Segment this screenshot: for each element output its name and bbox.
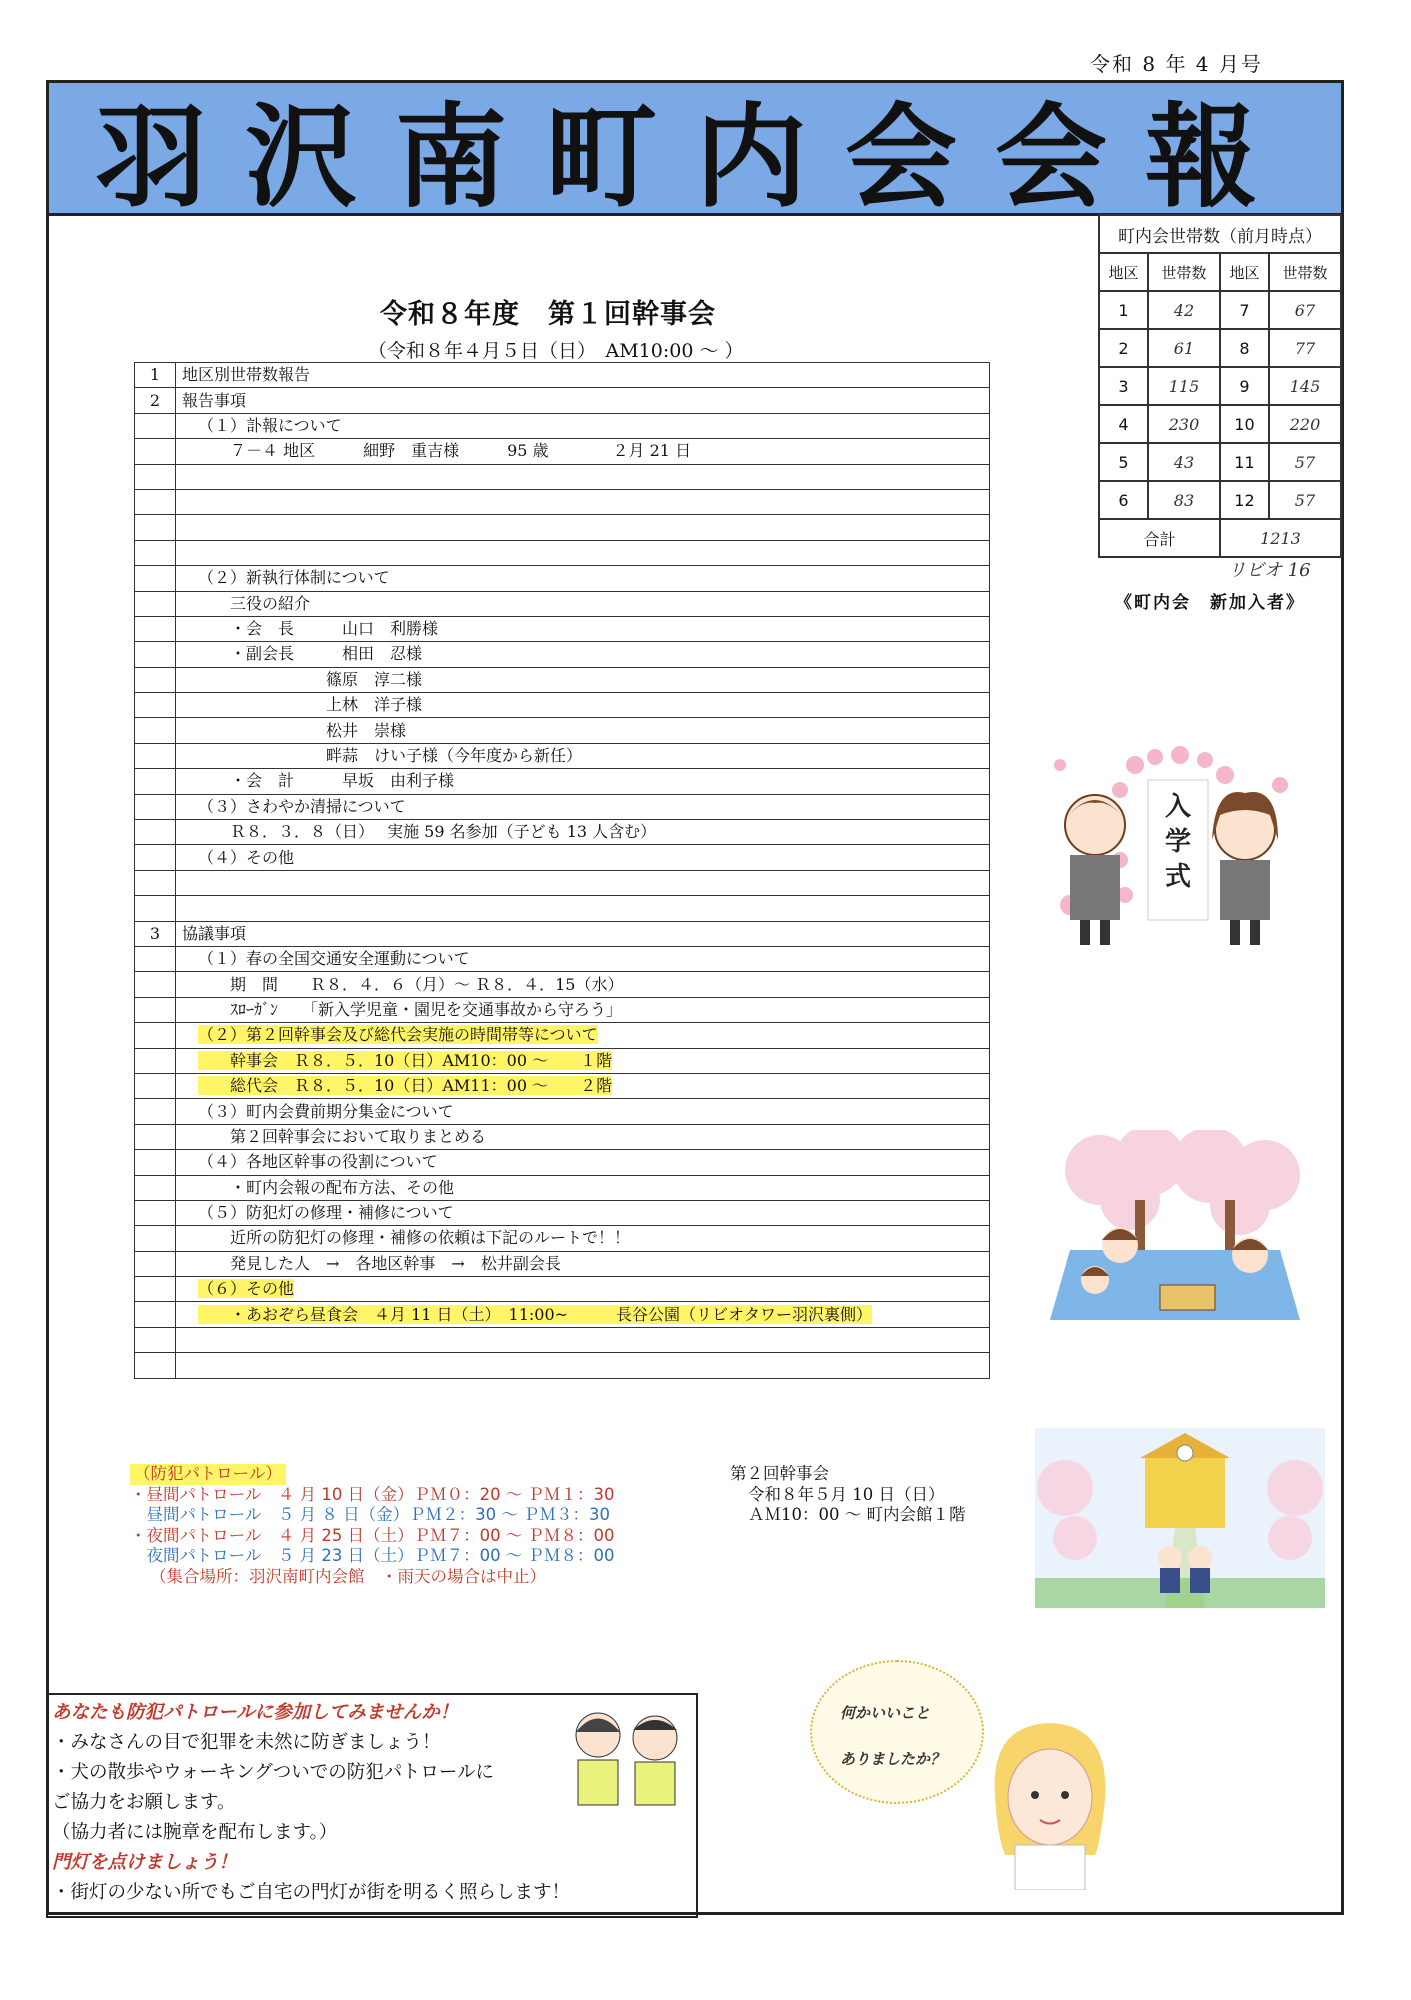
agenda-row: [135, 1251, 990, 1276]
agenda-row: [135, 439, 990, 464]
agenda-number: [135, 1150, 176, 1175]
district-number: 1: [1099, 291, 1148, 329]
household-row: [1099, 481, 1341, 519]
household-table: [1098, 214, 1342, 558]
district-number: 3: [1099, 367, 1148, 405]
agenda-row: [135, 413, 990, 438]
agenda-number: [135, 870, 176, 895]
meeting-title: 令和８年度 第１回幹事会: [380, 299, 716, 330]
agenda-number: [135, 489, 176, 514]
household-count: 83: [1148, 481, 1220, 519]
header-count: 世帯数: [1269, 253, 1341, 291]
household-count: 43: [1148, 443, 1220, 481]
household-row: [1099, 405, 1341, 443]
agenda-text: ・会 長 山口 利勝様: [198, 619, 439, 639]
district-number: 10: [1220, 405, 1269, 443]
agenda-row: [135, 363, 990, 388]
agenda-number: [135, 1023, 176, 1048]
agenda-number: [135, 946, 176, 971]
newsletter-title: 羽沢南町内会会報: [95, 92, 1295, 223]
agenda-text: 報告事項: [182, 390, 247, 410]
appeal-heading: あなたも防犯パトロールに参加してみませんか！: [52, 1702, 459, 1723]
agenda-text: 近所の防犯灯の修理・補修の依頼は下記のルートで！！: [198, 1228, 631, 1248]
agenda-row: [135, 464, 990, 489]
appeal-line: （協力者には腕章を配布します。）: [52, 1822, 338, 1843]
household-caption: 町内会世帯数（前月時点）: [1099, 215, 1341, 253]
agenda-text: （６）その他: [198, 1279, 295, 1299]
agenda-number: [135, 413, 176, 438]
agenda-text: ・町内会報の配布方法、その他: [198, 1177, 455, 1197]
district-number: 8: [1220, 329, 1269, 367]
agenda-row: [135, 1099, 990, 1124]
agenda-number: [135, 591, 176, 616]
agenda-number: [135, 540, 176, 565]
agenda-text: ｽﾛｰｶﾞﾝ 「新入学児童・園児を交通事故から守ろう」: [198, 999, 623, 1019]
district-number: 5: [1099, 443, 1148, 481]
bubble-line: 何かいいこと: [840, 1704, 931, 1722]
agenda-row: [135, 667, 990, 692]
agenda-number: [135, 667, 176, 692]
agenda-row: [135, 921, 990, 946]
agenda-row: [135, 1353, 990, 1378]
agenda-row: [135, 870, 990, 895]
header-district: 地区: [1099, 253, 1148, 291]
patrol-line: 夜間パトロール ５ 月 23 日（土）ＰＭ７：00 ～ ＰＭ８：00: [130, 1546, 615, 1565]
agenda-row: [135, 1302, 990, 1327]
household-count: 145: [1269, 367, 1341, 405]
agenda-row: [135, 642, 990, 667]
agenda-number: [135, 1048, 176, 1073]
agenda-number: [135, 972, 176, 997]
patrol-line: ・昼間パトロール ４ 月 10 日（金）ＰＭ０：20 ～ ＰＭ１：30: [130, 1484, 615, 1504]
district-number: 7: [1220, 291, 1269, 329]
agenda-text: 総代会 Ｒ８．５．10（日）AM11：00 ～ ２階: [198, 1076, 613, 1096]
agenda-text: （４）その他: [198, 847, 295, 867]
agenda-row: [135, 591, 990, 616]
header-district: 地区: [1220, 253, 1269, 291]
agenda-text: （３）さわやか清掃について: [198, 796, 406, 816]
household-count: 230: [1148, 405, 1220, 443]
agenda-number: [135, 642, 176, 667]
patrol-schedule: [130, 1464, 615, 1587]
agenda-number: [135, 997, 176, 1022]
agenda-text: （２）第２回幹事会及び総代会実施の時間帯等について: [198, 1025, 598, 1045]
agenda-text: （１）訃報について: [198, 415, 342, 435]
household-row: [1099, 329, 1341, 367]
household-count: 57: [1269, 481, 1341, 519]
meeting-subtitle: （令和８年４月５日（日） AM10:00 ～ ）: [368, 340, 744, 362]
total-label: 合計: [1099, 519, 1220, 557]
agenda-row: [135, 1226, 990, 1251]
patrol-line: ・夜間パトロール ４ 月 25 日（土）ＰＭ７：00 ～ ＰＭ８：00: [130, 1525, 615, 1545]
agenda-row: [135, 794, 990, 819]
agenda-number: [135, 1226, 176, 1251]
agenda-row: [135, 769, 990, 794]
agenda-number: [135, 1099, 176, 1124]
household-row: [1099, 443, 1341, 481]
household-count: 220: [1269, 405, 1341, 443]
next-meeting-date: 令和８年５月 10 日（日）: [748, 1484, 945, 1504]
new-members-label: 《町内会 新加入者》: [1115, 593, 1305, 613]
agenda-text: 松井 崇様: [198, 720, 407, 740]
appeal-line: ・みなさんの目で犯罪を未然に防ぎましょう！: [52, 1732, 441, 1753]
agenda-text: 畔蒜 けい子様（今年度から新任）: [198, 746, 583, 766]
district-number: 12: [1220, 481, 1269, 519]
agenda-row: [135, 1200, 990, 1225]
agenda-text: （４）各地区幹事の役割について: [198, 1152, 438, 1172]
agenda-text: （５）防犯灯の修理・補修について: [198, 1203, 454, 1223]
household-count: 115: [1148, 367, 1220, 405]
agenda-row: [135, 1073, 990, 1098]
agenda-number: [135, 769, 176, 794]
agenda-row: [135, 566, 990, 591]
agenda-row: [135, 1023, 990, 1048]
agenda-number: [135, 1251, 176, 1276]
patrol-volunteers-illustration: [560, 1700, 695, 1810]
entrance-label: 入: [1164, 792, 1192, 822]
district-number: 11: [1220, 443, 1269, 481]
patrol-note: （集合場所：羽沢南町内会館 ・雨天の場合は中止）: [150, 1566, 546, 1586]
household-count: 67: [1269, 291, 1341, 329]
agenda-text: 三役の紹介: [198, 593, 311, 613]
agenda-number: [135, 1277, 176, 1302]
cherry-picnic-illustration: [1040, 1130, 1310, 1330]
agenda-text: 幹事会 Ｒ８．５．10（日）AM10：00 ～ １階: [198, 1050, 613, 1070]
agenda-row: [135, 1327, 990, 1352]
agenda-row: [135, 718, 990, 743]
agenda-row: [135, 388, 990, 413]
svg-text:学: 学: [1164, 827, 1192, 857]
household-count: 77: [1269, 329, 1341, 367]
issue-date: 令和 8 年 4 月号: [1090, 52, 1263, 76]
agenda-number: [135, 515, 176, 540]
header-count: 世帯数: [1148, 253, 1220, 291]
agenda-number: [135, 1073, 176, 1098]
agenda-text: 篠原 淳二様: [198, 669, 423, 689]
total-value: 1213: [1220, 519, 1341, 557]
agenda-row: [135, 896, 990, 921]
agenda-row: [135, 1277, 990, 1302]
agenda-row: [135, 693, 990, 718]
patrol-appeal-text: [52, 1698, 570, 1908]
agenda-row: [135, 540, 990, 565]
agenda-text: （２）新執行体制について: [198, 568, 390, 588]
agenda-number: [135, 1327, 176, 1352]
agenda-row: [135, 1150, 990, 1175]
agenda-text: Ｒ８．３．８（日） 実施 59 名参加（子ども 13 人含む）: [198, 822, 657, 842]
agenda-row: [135, 1124, 990, 1149]
agenda-number: [135, 1353, 176, 1378]
agenda-row: [135, 1175, 990, 1200]
school-illustration: [1035, 1428, 1325, 1608]
agenda-number: [135, 718, 176, 743]
agenda-number: [135, 794, 176, 819]
agenda-row: [135, 489, 990, 514]
household-row: [1099, 367, 1341, 405]
household-row: [1099, 291, 1341, 329]
appeal-line: ・犬の散歩やウォーキングついでの防犯パトロールに: [52, 1762, 494, 1783]
agenda-text: ・あおぞら昼食会 ４月 11 日（土） 11:00~ 長谷公園（リビオタワー羽沢裏側）: [198, 1304, 873, 1324]
agenda-text: ・副会長 相田 忍様: [198, 644, 423, 664]
patrol-title: （防犯パトロール）: [130, 1464, 286, 1485]
gate-light-heading: 門灯を点けましょう！: [52, 1852, 238, 1873]
next-meeting-notice: [730, 1464, 965, 1526]
agenda-row: [135, 845, 990, 870]
district-number: 2: [1099, 329, 1148, 367]
agenda-row: [135, 743, 990, 768]
agenda-number: [135, 439, 176, 464]
agenda-number: [135, 1175, 176, 1200]
district-number: 9: [1220, 367, 1269, 405]
agenda-text: 第２回幹事会において取りまとめる: [198, 1126, 487, 1146]
agenda-text: 上林 洋子様: [198, 695, 423, 715]
girl-illustration: [975, 1715, 1125, 1890]
bubble-line: ありましたか？: [840, 1750, 946, 1768]
agenda-text: ・会 計 早坂 由利子様: [198, 771, 455, 791]
agenda-number: 1: [135, 363, 176, 388]
agenda-row: [135, 820, 990, 845]
svg-text:式: 式: [1164, 862, 1192, 892]
agenda-number: [135, 1200, 176, 1225]
agenda-number: [135, 616, 176, 641]
household-note: リビオ 16: [1228, 560, 1311, 581]
agenda-text: ７－４ 地区 細野 重吉様 95 歳 ２月 21 日: [198, 441, 692, 461]
agenda-number: [135, 1302, 176, 1327]
agenda-row: [135, 997, 990, 1022]
patrol-line: 昼間パトロール ５ 月 ８ 日（金）ＰＭ２：30 ～ ＰＭ３：30: [130, 1505, 611, 1524]
appeal-line: ・街灯の少ない所でもご自宅の門灯が街を明るく照らします！: [52, 1882, 571, 1903]
next-meeting-title: 第２回幹事会: [730, 1464, 829, 1483]
agenda-number: [135, 845, 176, 870]
agenda-text: 地区別世帯数報告: [182, 365, 311, 385]
agenda-table: [134, 362, 990, 1379]
agenda-number: [135, 896, 176, 921]
agenda-number: [135, 1124, 176, 1149]
agenda-row: [135, 972, 990, 997]
household-count: 61: [1148, 329, 1220, 367]
next-meeting-time: ＡＭ10：00 ～ 町内会館１階: [748, 1505, 966, 1524]
agenda-number: [135, 693, 176, 718]
agenda-row: [135, 616, 990, 641]
district-number: 4: [1099, 405, 1148, 443]
agenda-row: [135, 515, 990, 540]
household-count: 57: [1269, 443, 1341, 481]
agenda-text: 発見した人 → 各地区幹事 → 松井副会長: [198, 1253, 561, 1273]
agenda-row: [135, 946, 990, 971]
speech-bubble-text: [840, 1690, 945, 1782]
appeal-line: ご協力をお願します。: [52, 1792, 236, 1813]
agenda-number: 3: [135, 921, 176, 946]
agenda-text: （１）春の全国交通安全運動について: [198, 949, 470, 969]
agenda-number: [135, 566, 176, 591]
agenda-number: [135, 464, 176, 489]
agenda-text: 協議事項: [182, 923, 247, 943]
agenda-number: [135, 820, 176, 845]
household-count: 42: [1148, 291, 1220, 329]
agenda-row: [135, 1048, 990, 1073]
district-number: 6: [1099, 481, 1148, 519]
agenda-number: [135, 743, 176, 768]
entrance-ceremony-illustration: [1040, 745, 1290, 975]
agenda-text: 期 間 Ｒ８．４．６（月）～ Ｒ８．４．15（水）: [198, 974, 624, 994]
agenda-number: 2: [135, 388, 176, 413]
agenda-text: （３）町内会費前期分集金について: [198, 1101, 454, 1121]
